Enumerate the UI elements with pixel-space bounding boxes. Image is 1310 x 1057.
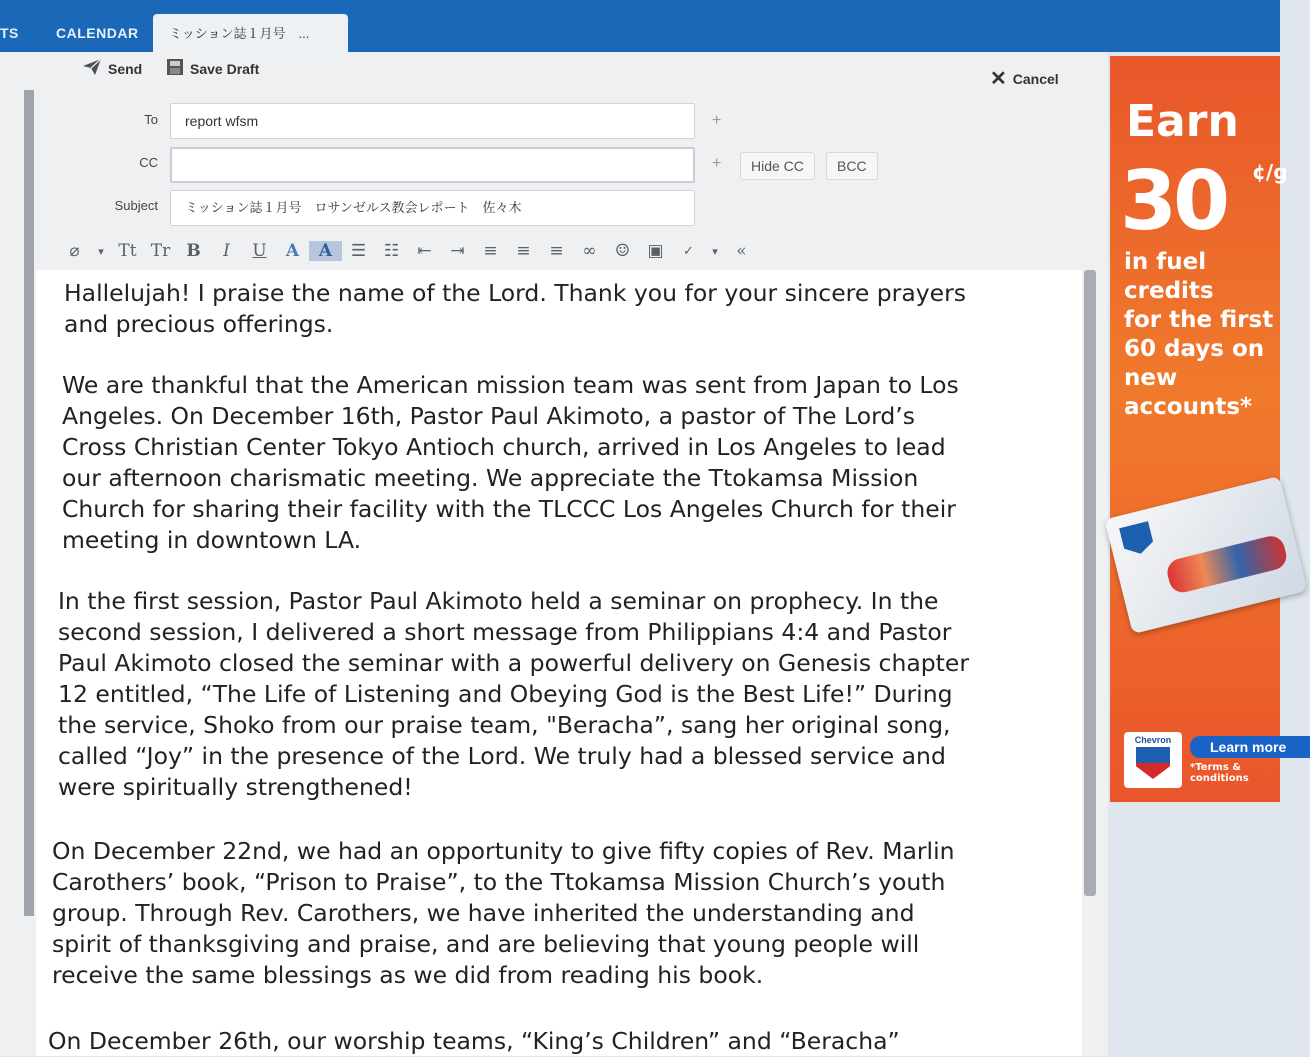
tab-calendar[interactable]: CALENDAR [56, 25, 139, 41]
insert-image-icon[interactable]: ▣ [647, 241, 664, 261]
body-line: spirit of thanksgiving and praise, and are believing that young people will [52, 930, 920, 958]
align-right-icon[interactable]: ≡ [549, 241, 564, 261]
highlight-icon[interactable]: A [309, 241, 342, 261]
learn-more-button[interactable]: Learn more [1190, 736, 1310, 758]
chevron-logo-icon [1136, 747, 1170, 779]
to-field[interactable] [170, 103, 695, 139]
align-left-icon[interactable]: ≡ [483, 241, 498, 261]
body-line: Church for sharing their facility with the TLCCC Los Angeles Church for their [62, 495, 956, 523]
indent-icon[interactable]: ⇥ [450, 241, 465, 261]
font-family-icon[interactable]: Tt [118, 241, 137, 261]
app-top-bar [0, 0, 1280, 52]
font-size-icon[interactable]: Tr [150, 241, 171, 261]
attach-icon[interactable]: ⌀ [69, 241, 80, 261]
underline-icon[interactable]: U [252, 241, 267, 261]
send-button[interactable] [82, 58, 142, 79]
body-line: were spiritually strengthened! [58, 773, 413, 801]
card-cars-graphic [1165, 533, 1290, 595]
align-center-icon[interactable]: ≡ [516, 241, 531, 261]
spellcheck-icon[interactable]: ✓ [683, 243, 694, 259]
chevron-logo-icon [1119, 521, 1155, 557]
body-paragraph-5 [48, 1026, 900, 1057]
body-line: Angeles. On December 16th, Pastor Paul Akimoto, a pastor of The Lord’s [62, 402, 915, 430]
to-label: To [144, 112, 158, 127]
body-line: receive the same blessings as we did from reading his book. [52, 961, 764, 989]
formatting-toolbar [58, 236, 758, 266]
link-icon[interactable]: ∞ [582, 241, 597, 261]
to-recipient-token[interactable]: report wfsm [185, 113, 259, 129]
body-line: We are thankful that the American mission team was sent from Japan to Los [62, 371, 959, 399]
editor-scrollbar[interactable] [1084, 270, 1096, 896]
body-line: Hallelujah! I praise the name of the Lord. Thank you for your sincere prayers [64, 279, 967, 307]
left-gutter-bar [24, 90, 34, 916]
body-line: In the first session, Pastor Paul Akimoto held a seminar on prophecy. In the [58, 587, 939, 615]
ad-earn: Earn [1126, 96, 1239, 147]
subject-field[interactable]: ミッション誌１月号 ロサンゼルス教会レポート 佐々木 [170, 190, 695, 226]
body-line: Cross Christian Center Tokyo Antioch church, arrived in Los Angeles to lead [62, 433, 946, 461]
body-paragraph-4 [52, 836, 955, 991]
body-paragraph-3 [58, 586, 969, 803]
body-line: On December 26th, our worship teams, “King’s Children” and “Beracha” [48, 1027, 900, 1055]
cc-field[interactable] [170, 147, 695, 183]
outdent-icon[interactable]: ⇤ [417, 241, 432, 261]
cancel-button[interactable] [990, 66, 1059, 91]
ad-terms[interactable]: *Terms & conditions [1190, 762, 1249, 784]
add-cc-icon[interactable]: + [712, 155, 722, 172]
bullet-list-icon[interactable]: ☰ [350, 241, 367, 261]
body-line: group. Through Rev. Carothers, we have inherited the understanding and [52, 899, 915, 927]
body-line: On December 22nd, we had an opportunity to give fifty copies of Rev. Marlin [52, 837, 955, 865]
chevron-brand-badge [1124, 732, 1182, 788]
save-draft-label: Save Draft [190, 60, 260, 77]
tab-partial[interactable]: TS [0, 25, 19, 41]
emoji-icon[interactable]: ☺ [614, 241, 631, 261]
bold-icon[interactable]: B [186, 241, 201, 261]
add-to-icon[interactable]: + [712, 112, 722, 129]
save-draft-icon [166, 58, 184, 79]
body-paragraph-1 [64, 278, 966, 340]
tab-compose[interactable]: ミッション誌１月号 ... [153, 14, 348, 54]
cancel-label: Cancel [1012, 70, 1059, 87]
body-line: called “Joy” in the presence of the Lord. We truly had a blessed service and [58, 742, 946, 770]
advertisement-panel[interactable] [1110, 56, 1288, 802]
ad-line: 60 days on [1124, 336, 1265, 362]
message-body-editor[interactable] [36, 270, 1082, 1056]
send-label: Send [108, 60, 143, 77]
chevron-down-icon[interactable]: ▾ [712, 244, 718, 258]
ad-line: for the first [1124, 307, 1274, 333]
body-line: 12 entitled, “The Life of Listening and Obeying God is the Best Life!” During [58, 680, 953, 708]
bcc-button[interactable]: BCC [826, 152, 878, 180]
body-line: second session, I delivered a short message from Philippians 4:4 and Pastor [58, 618, 952, 646]
body-line: Paul Akimoto closed the seminar with a powerful delivery on Genesis chapter [58, 649, 970, 677]
body-line: our afternoon charismatic meeting. We appreciate the Ttokamsa Mission [62, 464, 919, 492]
ad-line: in fuel credits [1124, 249, 1214, 304]
collapse-toolbar-icon[interactable]: « [736, 241, 747, 261]
body-line: Carothers’ book, “Prison to Praise”, to the Ttokamsa Mission Church’s youth [52, 868, 946, 896]
chevron-down-icon[interactable]: ▾ [98, 244, 104, 258]
text-color-icon[interactable]: A [285, 241, 300, 261]
close-icon: ✕ [990, 68, 1007, 90]
ad-amount: 30 [1120, 154, 1227, 249]
subject-label: Subject [114, 198, 158, 213]
ad-line: new accounts* [1124, 365, 1253, 420]
send-icon [82, 58, 102, 79]
numbered-list-icon[interactable]: ☷ [383, 241, 400, 261]
cc-label: CC [139, 155, 158, 170]
ad-unit: ¢/g [1252, 160, 1288, 184]
italic-icon[interactable]: I [223, 241, 230, 261]
body-line: and precious offerings. [64, 310, 334, 338]
save-draft-button[interactable] [166, 58, 259, 79]
hide-cc-button[interactable]: Hide CC [740, 152, 815, 180]
body-paragraph-2 [62, 370, 959, 556]
body-line: the service, Shoko from our praise team, "Beracha”, sang her original song, [58, 711, 951, 739]
fuel-card-image [1104, 476, 1307, 634]
ad-copy [1124, 248, 1280, 422]
chevron-brand-label: Chevron [1134, 735, 1172, 745]
body-line: meeting in downtown LA. [62, 526, 362, 554]
